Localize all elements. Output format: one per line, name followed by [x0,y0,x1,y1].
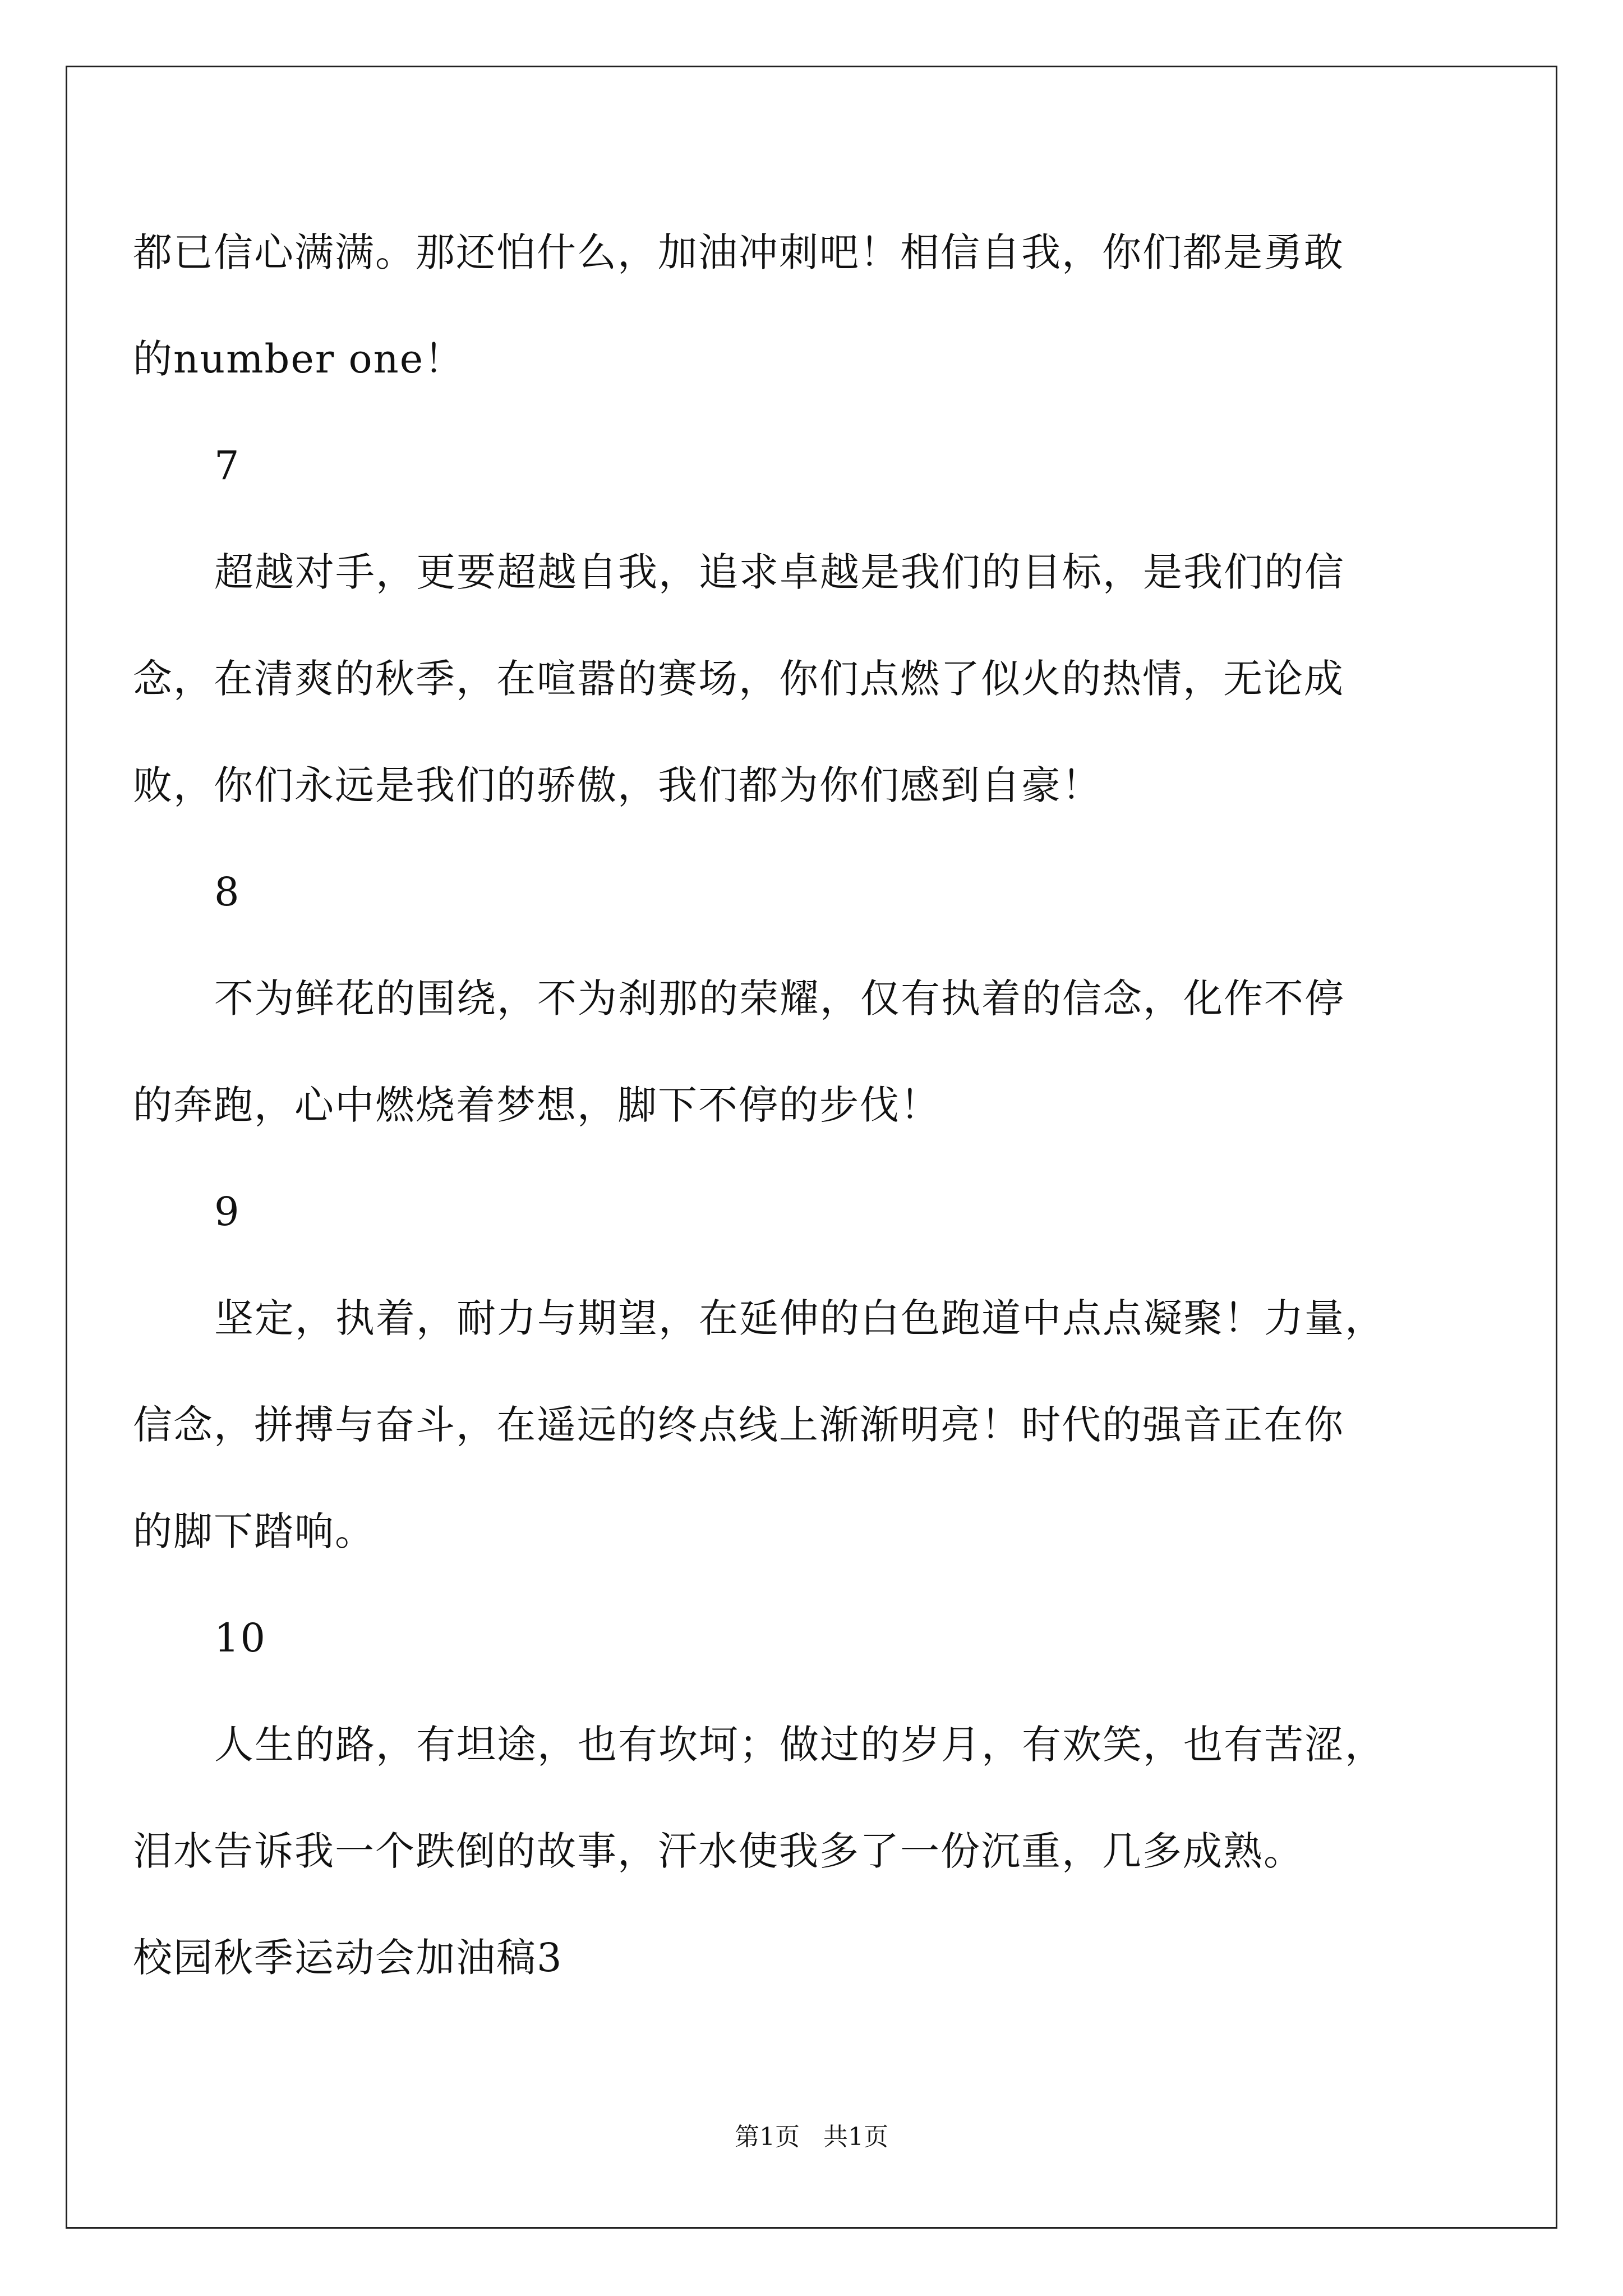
page-total: 共1页 [823,2123,888,2151]
item-number: 9 [214,1189,241,1235]
paragraph-line: 的奔跑，心中燃烧着梦想，脚下不停的步伐！ [133,1082,940,1128]
item-number: 10 [214,1615,267,1661]
page-border [66,66,1557,2229]
paragraph-line: 的number one！ [133,336,465,382]
paragraph-line: 信念，拼搏与奋斗，在遥远的终点线上渐渐明亮！时代的强音正在你 [133,1402,1344,1448]
paragraph-line: 泪水告诉我一个跌倒的故事，汗水使我多了一份沉重，几多成熟。 [133,1828,1304,1874]
item-number: 8 [214,869,241,915]
paragraph-line: 坚定，执着，耐力与期望，在延伸的白色跑道中点点凝聚！力量， [214,1295,1385,1341]
paragraph-line: 念，在清爽的秋季，在喧嚣的赛场，你们点燃了似火的热情，无论成 [133,656,1344,702]
paragraph-line: 败，你们永远是我们的骄傲，我们都为你们感到自豪！ [133,762,1102,808]
page-footer [0,2120,1623,2154]
section-heading: 校园秋季运动会加油稿3 [133,1935,563,1981]
paragraph-line: 都已信心满满。那还怕什么，加油冲刺吧！相信自我，你们都是勇敢 [133,229,1344,275]
paragraph-line: 的脚下踏响。 [133,1508,375,1554]
item-number: 7 [214,443,241,489]
paragraph-line: 超越对手，更要超越自我，追求卓越是我们的目标，是我们的信 [214,549,1345,595]
page-number: 第1页 [735,2123,800,2151]
paragraph-line: 人生的路，有坦途，也有坎坷；做过的岁月，有欢笑，也有苦涩， [214,1722,1385,1768]
paragraph-line: 不为鲜花的围绕，不为刹那的荣耀，仅有执着的信念，化作不停 [214,976,1345,1022]
